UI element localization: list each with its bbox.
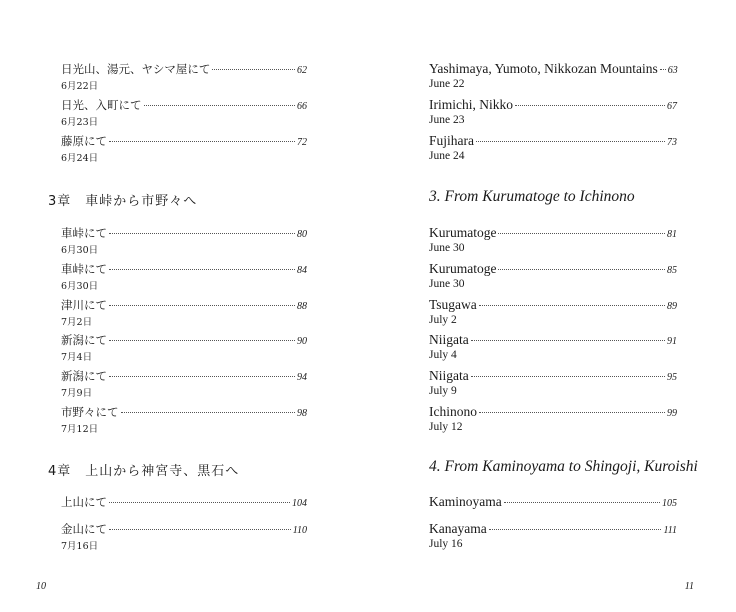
right-page [368, 0, 736, 612]
page-number: 90 [297, 336, 307, 347]
chapter-heading: 3章 車峠から市野々へ [48, 194, 198, 209]
page-number: 63 [667, 65, 678, 76]
entry-date: July 4 [429, 349, 457, 361]
page-number: 111 [663, 525, 677, 536]
chapter-heading: 4. From Kaminoyama to Shingoji, Kuroishi [429, 458, 698, 475]
chapter-heading: 4章 上山から神宮寺、黒石へ [48, 464, 240, 479]
entry-date: 6月23日 [61, 117, 99, 128]
entry-title: Irimichi, Nikko [429, 97, 513, 112]
entry-date: 7月2日 [61, 317, 93, 328]
leader-dots [471, 376, 665, 377]
entry-title: 新潟にて [61, 369, 107, 383]
page-number: 62 [297, 65, 307, 76]
page-number: 94 [297, 372, 307, 383]
toc-entry [429, 521, 677, 550]
entry-title: Kurumatoge [429, 261, 497, 276]
toc-entry [61, 297, 307, 328]
entry-title: 車峠にて [61, 226, 107, 240]
toc-entry [61, 97, 307, 128]
leader-dots [109, 233, 295, 234]
toc-entry [61, 521, 307, 552]
toc-entry [61, 133, 307, 164]
entry-date: June 30 [429, 242, 465, 254]
page-folio: 10 [36, 581, 46, 592]
toc-entry [429, 368, 677, 397]
page-number: 89 [667, 301, 677, 312]
leader-dots [515, 105, 665, 106]
leader-dots [504, 502, 660, 503]
entry-title: 日光、入町にて [61, 98, 142, 112]
page-number: 95 [667, 372, 677, 383]
page-number: 67 [667, 101, 677, 112]
leader-dots [479, 412, 665, 413]
toc-entry [429, 404, 677, 433]
entry-title: Kaminoyama [429, 494, 502, 509]
page-number: 73 [667, 137, 677, 148]
toc-entry [61, 61, 307, 92]
leader-dots [121, 412, 296, 413]
leader-dots [498, 233, 665, 234]
leader-dots [660, 69, 666, 70]
entry-date: July 2 [429, 314, 457, 326]
page-number: 88 [297, 301, 307, 312]
leader-dots [498, 269, 665, 270]
leader-dots [489, 529, 662, 530]
entry-title: 新潟にて [61, 333, 107, 347]
entry-date: July 12 [429, 421, 463, 433]
entry-date: June 24 [429, 150, 465, 162]
leader-dots [109, 502, 290, 503]
entry-date: 6月24日 [61, 153, 99, 164]
leader-dots [479, 305, 665, 306]
entry-date: 6月22日 [61, 81, 99, 92]
page-number: 85 [667, 265, 677, 276]
entry-title: Ichinono [429, 404, 477, 419]
entry-date: June 23 [429, 114, 465, 126]
page-number: 105 [662, 498, 677, 509]
entry-date: 7月12日 [61, 424, 99, 435]
entry-date: 7月16日 [61, 541, 99, 552]
page-number: 81 [667, 229, 677, 240]
toc-entry [429, 332, 677, 361]
leader-dots [476, 141, 665, 142]
entry-title: Niigata [429, 368, 469, 383]
entry-title: Kanayama [429, 521, 487, 536]
entry-date: 6月30日 [61, 281, 99, 292]
entry-title: Yashimaya, Yumoto, Nikkozan Mountains [429, 61, 658, 76]
page-number: 110 [292, 525, 307, 536]
leader-dots [109, 529, 291, 530]
toc-entry [61, 494, 307, 510]
page-number: 91 [667, 336, 677, 347]
entry-date: June 22 [429, 78, 465, 90]
entry-date: June 30 [429, 278, 465, 290]
entry-title: 日光山、湯元、ヤシマ屋にて [61, 62, 211, 76]
entry-date: 7月4日 [61, 352, 93, 363]
toc-entry [429, 133, 677, 162]
page-number: 66 [297, 101, 307, 112]
page-number: 84 [297, 265, 307, 276]
leader-dots [109, 305, 295, 306]
leader-dots [109, 269, 295, 270]
entry-title: 藤原にて [61, 134, 107, 148]
toc-entry [61, 261, 307, 292]
toc-entry [429, 261, 677, 290]
toc-entry [429, 297, 677, 326]
leader-dots [109, 141, 295, 142]
toc-entry [61, 225, 307, 256]
leader-dots [109, 340, 295, 341]
entry-title: 上山にて [61, 495, 107, 509]
entry-date: July 9 [429, 385, 457, 397]
entry-title: Fujihara [429, 133, 474, 148]
page-number: 99 [667, 408, 677, 419]
entry-date: 7月9日 [61, 388, 93, 399]
entry-title: 市野々にて [61, 405, 119, 419]
entry-title: 金山にて [61, 522, 107, 536]
toc-entry [429, 97, 677, 126]
page-number: 104 [292, 498, 307, 509]
entry-title: Kurumatoge [429, 225, 497, 240]
page-folio: 11 [684, 581, 694, 592]
entry-title: Tsugawa [429, 297, 477, 312]
entry-date: July 16 [429, 538, 463, 550]
leader-dots [144, 105, 296, 106]
toc-entry [429, 61, 677, 90]
toc-entry [429, 494, 677, 510]
chapter-heading: 3. From Kurumatoge to Ichinono [429, 188, 635, 205]
entry-title: Niigata [429, 332, 469, 347]
page-number: 98 [297, 408, 307, 419]
entry-title: 車峠にて [61, 262, 107, 276]
leader-dots [109, 376, 295, 377]
entry-title: 津川にて [61, 298, 107, 312]
toc-entry [61, 368, 307, 399]
entry-date: 6月30日 [61, 245, 99, 256]
page-number: 72 [297, 137, 307, 148]
toc-entry [61, 404, 307, 435]
leader-dots [212, 69, 295, 70]
toc-entry [61, 332, 307, 363]
page-number: 80 [297, 229, 307, 240]
leader-dots [471, 340, 665, 341]
toc-entry [429, 225, 677, 254]
